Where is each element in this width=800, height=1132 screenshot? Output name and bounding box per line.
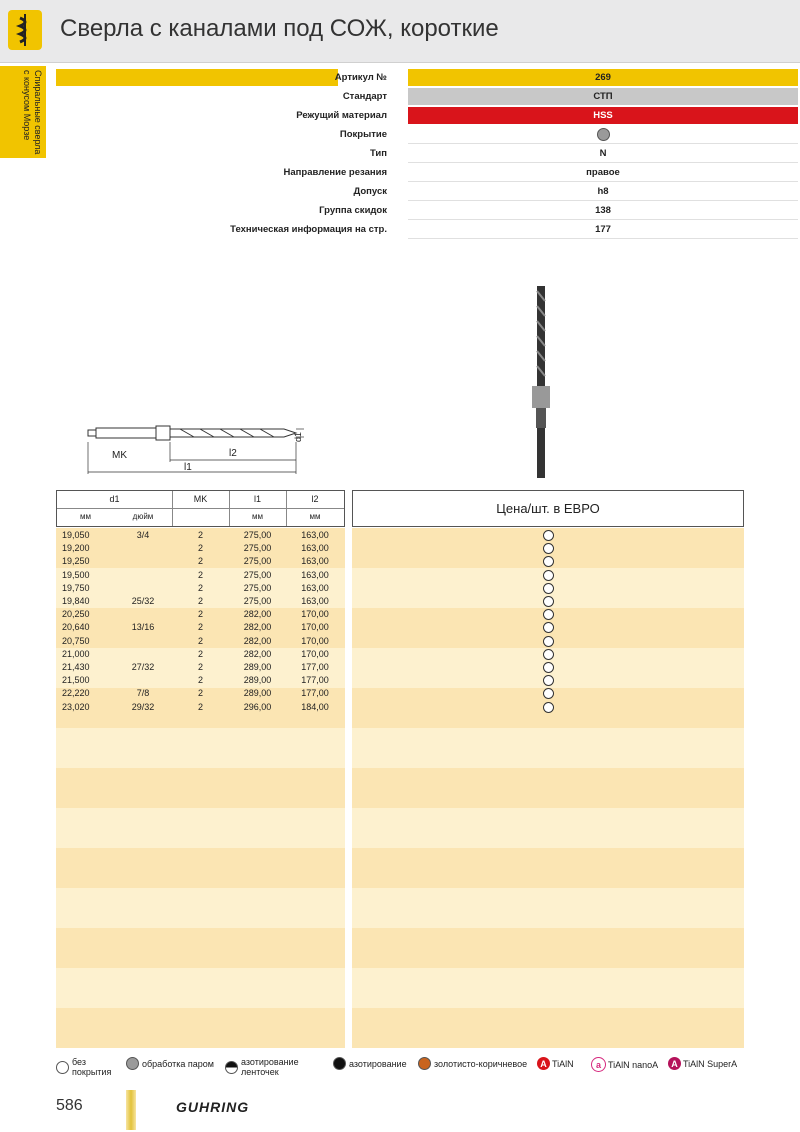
availability-circle-icon <box>543 609 554 620</box>
legend-item <box>537 1057 574 1070</box>
availability-circle-icon <box>543 688 554 699</box>
table-band-right <box>352 888 744 928</box>
cell-l2: 163,00 <box>301 556 329 567</box>
legend-item <box>591 1057 658 1072</box>
cell-l2: 163,00 <box>301 530 329 540</box>
cell-d1-inch: 13/16 <box>131 622 155 633</box>
spec-value: правое <box>408 164 798 181</box>
legend-item-inner <box>418 1057 527 1070</box>
side-tab-line-2: с конусом Морзе <box>22 70 32 141</box>
availability-circle-icon <box>543 556 554 567</box>
cell-l1: 282,00 <box>243 609 272 620</box>
legend-item-inner <box>56 1057 111 1077</box>
legend-item <box>56 1057 111 1077</box>
spec-label: Тип <box>369 148 387 159</box>
header-mk: MK <box>193 494 208 504</box>
spec-row <box>56 163 742 182</box>
header-l2: l2 <box>311 494 319 504</box>
spec-value: СТП <box>408 88 798 105</box>
cell-mk: 2 <box>197 609 203 620</box>
cell-l2: 184,00 <box>301 701 329 712</box>
cell-d1-inch <box>114 569 172 582</box>
legend-label: без покрытия <box>72 1057 112 1077</box>
spec-row <box>56 220 742 239</box>
cell-d1-mm: 20,640 <box>62 622 90 633</box>
legend-item <box>418 1057 527 1072</box>
availability-circle-icon <box>543 583 554 594</box>
cell-d1-mm: 19,500 <box>62 569 90 580</box>
availability-circle-icon <box>543 675 554 686</box>
legend-label: азотирование ленточек <box>241 1057 299 1077</box>
legend-item <box>333 1057 407 1072</box>
legend-item <box>126 1057 214 1072</box>
spec-row <box>56 182 742 201</box>
availability-circle-icon <box>543 702 554 713</box>
cell-l1: 289,00 <box>243 688 272 699</box>
legend-label: обработка паром <box>142 1058 214 1069</box>
table-row <box>0 635 800 648</box>
side-tab-label <box>1 70 43 154</box>
spec-label: Группа скидок <box>319 205 387 216</box>
cell-d1-mm: 20,250 <box>62 609 90 620</box>
cell-d1-mm: 21,000 <box>62 648 90 659</box>
cell-d1-inch: 29/32 <box>131 701 155 712</box>
diagram-label-l1: l1 <box>184 462 192 473</box>
cell-l2: 170,00 <box>301 622 329 633</box>
cell-d1-mm: 19,750 <box>62 582 90 593</box>
table-row <box>0 555 800 568</box>
table-row <box>0 674 800 687</box>
side-tab-line-1: Спиральные сверла <box>33 70 43 155</box>
cell-d1-inch <box>114 648 172 661</box>
cell-d1-inch: 7/8 <box>136 688 150 699</box>
availability-circle-icon <box>543 622 554 633</box>
cell-l2: 170,00 <box>301 648 329 659</box>
table-band-left <box>56 808 345 848</box>
cell-l2: 177,00 <box>301 675 329 686</box>
availability-circle-icon <box>543 636 554 647</box>
cell-d1-mm: 19,200 <box>62 543 90 554</box>
cell-d1-inch <box>114 608 172 621</box>
spec-label: Допуск <box>353 186 387 197</box>
diagram-label-mk: MK <box>112 450 127 461</box>
legend-item <box>225 1057 299 1077</box>
drill-dimension-diagram <box>84 418 314 478</box>
coating-circle-icon <box>333 1057 346 1070</box>
cell-d1-mm: 19,050 <box>62 530 90 540</box>
cell-l1: 275,00 <box>243 582 272 593</box>
cell-l2: 170,00 <box>301 609 329 620</box>
drill-logo-icon <box>8 10 42 50</box>
legend-item-inner <box>126 1057 214 1070</box>
table-band-left <box>56 968 345 1008</box>
header-d1: d1 <box>109 494 120 504</box>
availability-circle-icon <box>543 543 554 554</box>
cell-d1-mm: 21,500 <box>62 675 90 686</box>
spec-label: Покрытие <box>339 129 387 140</box>
table-row <box>0 529 800 542</box>
cell-l2: 177,00 <box>301 662 329 672</box>
table-band-left <box>56 768 345 808</box>
cell-l2: 170,00 <box>301 635 329 646</box>
cell-d1-inch <box>114 674 172 687</box>
cell-d1-mm: 21,430 <box>62 662 90 672</box>
legend-label: золотисто-коричневое <box>434 1058 528 1069</box>
cell-mk: 2 <box>197 662 203 672</box>
table-band-right <box>352 928 744 968</box>
availability-circle-icon <box>543 649 554 660</box>
cell-l1: 275,00 <box>243 569 272 580</box>
cell-d1-mm: 20,750 <box>62 635 90 646</box>
coating-badge-icon: a <box>591 1057 606 1072</box>
table-band-right <box>352 848 744 888</box>
cell-l2: 163,00 <box>301 569 329 580</box>
page-number: 586 <box>56 1097 83 1114</box>
cell-mk: 2 <box>197 648 203 659</box>
cell-l1: 296,00 <box>243 701 272 712</box>
table-row <box>0 569 800 582</box>
cell-l1: 275,00 <box>243 530 272 540</box>
cell-l1: 275,00 <box>243 543 272 554</box>
table-row <box>0 621 800 634</box>
header-l1-unit: мм <box>252 512 263 521</box>
coating-badge-icon: A <box>668 1057 681 1070</box>
header-l1: l1 <box>253 494 261 504</box>
table-row <box>0 687 800 700</box>
spec-value: 177 <box>408 221 798 238</box>
cell-l2: 163,00 <box>301 543 329 554</box>
cell-l1: 282,00 <box>243 648 272 659</box>
spec-value <box>408 126 798 143</box>
table-band-left <box>56 848 345 888</box>
cell-mk: 2 <box>197 569 203 580</box>
spec-value: h8 <box>408 183 798 200</box>
cell-mk: 2 <box>197 701 203 712</box>
spec-label: Режущий материал <box>296 110 387 121</box>
availability-circle-icon <box>543 662 554 673</box>
table-band-left <box>56 1008 345 1048</box>
spec-row <box>56 68 742 87</box>
availability-circle-icon <box>543 596 554 607</box>
cell-l1: 275,00 <box>243 556 272 567</box>
cell-l2: 177,00 <box>301 688 329 699</box>
legend-label: TiAlN nanoA <box>608 1059 659 1070</box>
table-band-right <box>352 768 744 808</box>
legend-item <box>668 1057 737 1070</box>
cell-mk: 2 <box>197 622 203 633</box>
availability-circle-icon <box>543 530 554 541</box>
legend-item-inner <box>537 1057 574 1070</box>
spec-label: Стандарт <box>342 91 387 102</box>
cell-d1-inch <box>114 542 172 555</box>
drill-product-image <box>520 286 560 486</box>
header-d1-mm: мм <box>80 512 91 521</box>
spec-value: N <box>408 145 798 162</box>
spec-row <box>56 201 742 220</box>
cell-d1-mm: 23,020 <box>62 701 90 712</box>
table-band-left <box>56 888 345 928</box>
spec-label: Артикул № <box>334 72 387 83</box>
table-row <box>0 701 800 714</box>
cell-d1-inch <box>114 635 172 648</box>
cell-d1-mm: 19,250 <box>62 556 90 567</box>
table-band-left <box>56 928 345 968</box>
cell-l1: 289,00 <box>243 662 272 672</box>
brand-logo: GUHRING <box>176 1099 250 1115</box>
cell-mk: 2 <box>197 530 203 540</box>
legend-item-inner <box>591 1057 658 1072</box>
table-band-left <box>56 728 345 768</box>
footer-bar <box>126 1090 136 1130</box>
cell-l1: 282,00 <box>243 622 272 633</box>
spec-label: Направление резания <box>283 167 387 178</box>
cell-l2: 163,00 <box>301 582 329 593</box>
table-band-right <box>352 808 744 848</box>
legend-label: TiAlN <box>552 1058 574 1069</box>
spec-row <box>56 87 742 106</box>
cell-mk: 2 <box>197 556 203 567</box>
cell-d1-mm: 19,840 <box>62 596 90 606</box>
spec-row <box>56 144 742 163</box>
availability-circle-icon <box>543 570 554 581</box>
cell-d1-inch: 25/32 <box>131 596 155 606</box>
coating-circle-icon <box>418 1057 431 1070</box>
cell-l1: 275,00 <box>243 596 272 606</box>
table-row <box>0 608 800 621</box>
header-price: Цена/шт. в ЕВРО <box>496 501 600 516</box>
cell-d1-inch <box>114 555 172 568</box>
header-d1-inch: дюйм <box>132 512 154 521</box>
legend-item-inner <box>225 1057 299 1077</box>
table-row <box>0 595 800 608</box>
spec-label: Техническая информация на стр. <box>230 224 387 235</box>
coating-steam-icon <box>597 128 610 141</box>
cell-d1-mm: 22,220 <box>62 688 90 699</box>
cell-l1: 282,00 <box>243 635 272 646</box>
spec-value: HSS <box>408 107 798 124</box>
header-l2-unit: мм <box>309 512 321 521</box>
coating-circle-icon <box>56 1061 69 1074</box>
coating-badge-icon: A <box>537 1057 550 1070</box>
spec-value: 138 <box>408 202 798 219</box>
cell-mk: 2 <box>197 675 203 686</box>
cell-mk: 2 <box>197 543 203 554</box>
cell-d1-inch: 3/4 <box>136 530 150 540</box>
spec-divider <box>408 238 798 239</box>
table-row <box>0 542 800 555</box>
diagram-label-l2: l2 <box>229 448 237 459</box>
table-row <box>0 661 800 674</box>
table-row <box>0 648 800 661</box>
cell-l1: 289,00 <box>243 675 272 686</box>
legend-item-inner <box>333 1057 407 1070</box>
cell-mk: 2 <box>197 596 203 606</box>
cell-mk: 2 <box>197 688 203 699</box>
cell-mk: 2 <box>197 635 203 646</box>
spec-value: 269 <box>408 69 798 86</box>
cell-d1-inch: 27/32 <box>131 662 155 672</box>
coating-half-icon <box>225 1061 238 1074</box>
spec-row <box>56 125 742 144</box>
legend-item-inner <box>668 1057 737 1070</box>
table-band-right <box>352 968 744 1008</box>
spec-label-highlight <box>56 69 338 86</box>
spec-row <box>56 106 742 125</box>
table-header-price <box>352 490 744 527</box>
diagram-label-d1: d1 <box>293 431 303 442</box>
coating-circle-icon <box>126 1057 139 1070</box>
legend-label: азотирование <box>349 1058 407 1069</box>
cell-mk: 2 <box>197 582 203 593</box>
table-header-dimensions <box>56 490 345 527</box>
table-band-right <box>352 1008 744 1048</box>
table-band-right <box>352 728 744 768</box>
table-row <box>0 582 800 595</box>
page-title: Сверла с каналами под СОЖ, короткие <box>60 15 499 42</box>
legend-label: TiAlN SuperA <box>683 1058 738 1069</box>
cell-d1-inch <box>114 582 172 595</box>
cell-l2: 163,00 <box>301 596 329 606</box>
